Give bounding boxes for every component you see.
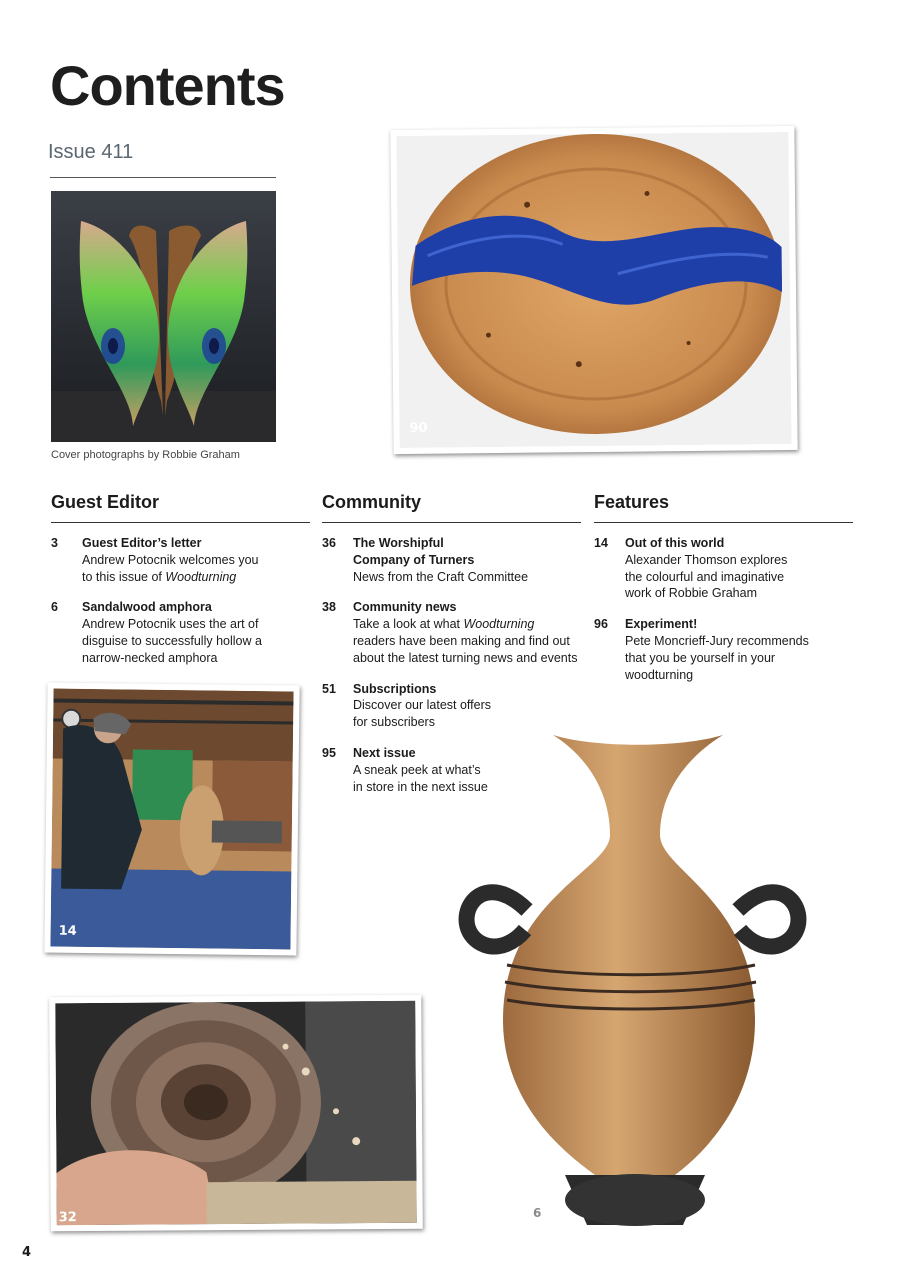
section-guest-editor [51, 492, 310, 667]
cover-photo [51, 191, 276, 442]
contents-entry[interactable] [322, 745, 581, 795]
photo-number-14: 14 [58, 923, 77, 939]
section-heading: Guest Editor [51, 492, 310, 523]
entry-title: The Worshipful Company of Turners [353, 536, 475, 567]
page-number: 4 [22, 1245, 32, 1260]
entry-title: Community news [353, 600, 457, 615]
contents-entry[interactable] [322, 681, 581, 731]
entry-page: 38 [322, 600, 336, 615]
hollowing-photo [49, 995, 423, 1232]
cover-credit: Cover photographs by Robbie Graham [51, 449, 240, 461]
amphora-photo [455, 730, 810, 1230]
contents-entry[interactable] [51, 535, 310, 585]
entry-title: Experiment! [625, 617, 698, 632]
entry-title: Guest Editor’s letter [82, 536, 202, 550]
amphora-image [455, 730, 810, 1230]
entry-description: A sneak peek at what’s in store in the next issue [353, 762, 488, 794]
entry-page: 95 [322, 745, 336, 760]
entry-page: 3 [51, 536, 58, 550]
issue-divider [50, 177, 276, 178]
peacock-vessel-image [51, 191, 276, 442]
section-heading: Community [322, 492, 581, 523]
entry-description: Alexander Thomson explores the colourful and imaginative work of Robbie Graham [625, 552, 788, 601]
photo-number-32: 32 [58, 1210, 77, 1226]
contents-entry[interactable] [322, 599, 581, 666]
contents-entry[interactable] [51, 599, 310, 666]
entry-description: Discover our latest offers for subscribers [353, 698, 492, 730]
workshop-photo [44, 682, 299, 955]
hollowing-image [55, 1001, 417, 1226]
entry-page: 96 [594, 617, 608, 632]
entry-page: 36 [322, 536, 336, 550]
entry-title: Out of this world [625, 536, 725, 550]
entry-title: Next issue [353, 745, 416, 760]
entry-description: Pete Moncrieff-Jury recommends that you be yourself in your woodturning [625, 633, 809, 682]
resin-bowl-photo [390, 126, 797, 454]
entry-description: Andrew Potocnik welcomes you to this issue of Woodturning [82, 552, 259, 584]
entry-description: News from the Craft Committee [353, 569, 529, 584]
entry-page: 51 [322, 681, 336, 696]
entry-page: 14 [594, 536, 608, 550]
entry-title: Sandalwood amphora [82, 600, 212, 615]
section-heading: Features [594, 492, 853, 523]
contents-entry[interactable] [594, 535, 853, 602]
photo-number-6: 6 [533, 1206, 542, 1220]
contents-entry[interactable] [594, 616, 853, 683]
section-features [594, 492, 853, 683]
resin-bowl-image [396, 132, 791, 448]
entry-description: Take a look at what Woodturning readers have been making and find out about the latest turning news and events [353, 617, 578, 665]
photo-number-90: 90 [409, 420, 428, 436]
entry-description: Andrew Potocnik uses the art of disguise to successfully hollow a narrow-necked amphora [82, 617, 262, 665]
section-community [322, 492, 581, 795]
entry-title: Subscriptions [353, 681, 437, 696]
contents-entry[interactable] [322, 535, 581, 585]
page-title: Contents [50, 54, 285, 117]
issue-number: Issue 411 [48, 141, 134, 163]
workshop-image [50, 689, 293, 950]
entry-page: 6 [51, 600, 58, 615]
